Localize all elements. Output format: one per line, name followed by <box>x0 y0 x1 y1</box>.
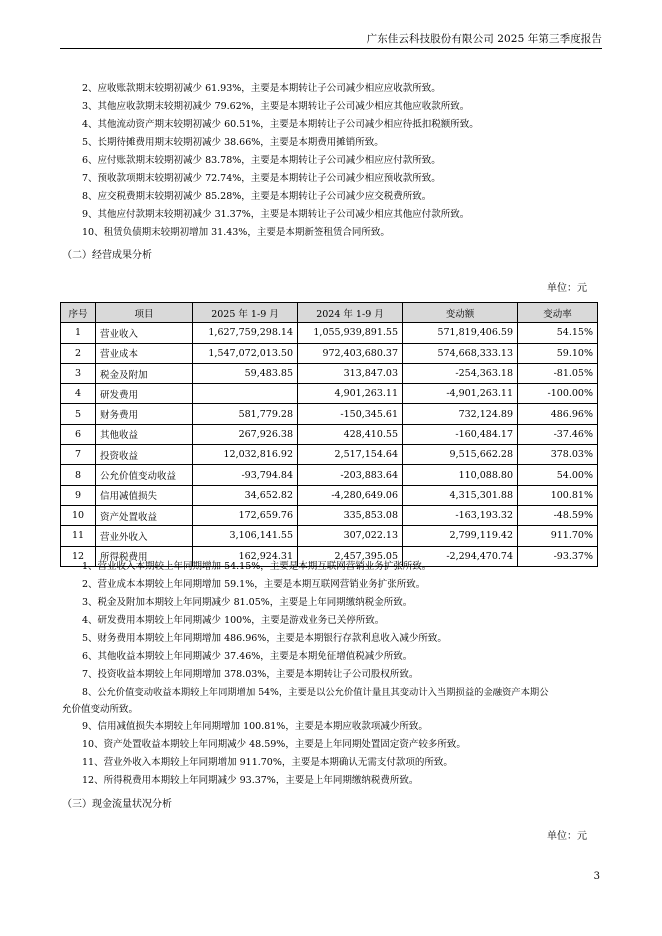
balance-note: 3、其他应收款期末较期初减少 79.62%，主要是本期转让子公司减少相应其他应收款所致。 <box>82 101 470 112</box>
page-header-title: 广东佳云科技股份有限公司 2025 年第三季度报告 <box>366 33 602 45</box>
operating-results-table <box>60 302 598 567</box>
cell-change-amount: 2,799,119.42 <box>403 526 518 546</box>
table-row <box>61 445 598 465</box>
result-note: 5、财务费用本期较上年同期增加 486.96%，主要是本期银行存款利息收入减少所致。 <box>82 633 447 644</box>
balance-note: 10、租赁负债期末较期初增加 31.43%，主要是本期新签租赁合同所致。 <box>82 227 390 238</box>
cell-index: 11 <box>61 526 96 546</box>
cell-change-rate: 100.81% <box>518 485 598 505</box>
cell-change-amount: 732,124.89 <box>403 404 518 424</box>
cell-change-rate: -93.37% <box>518 546 598 566</box>
table-row <box>61 384 598 404</box>
result-note: 7、投资收益本期较上年同期增加 378.03%，主要是本期转让子公司股权所致。 <box>82 669 419 680</box>
table-row <box>61 465 598 485</box>
column-header: 项目 <box>96 303 193 323</box>
cell-2024: -203,883.64 <box>298 465 403 485</box>
table-row <box>61 485 598 505</box>
cell-index: 10 <box>61 505 96 525</box>
table-row <box>61 343 598 363</box>
section-title-operating-results: （二）经营成果分析 <box>62 250 152 261</box>
cell-2024: 313,847.03 <box>298 363 403 383</box>
cell-2025: 581,779.28 <box>193 404 298 424</box>
cell-item: 营业外收入 <box>96 526 193 546</box>
result-note: 1、营业收入本期较上年同期增加 54.15%，主要是本期互联网营销业务扩张所致。 <box>82 561 432 572</box>
cell-index: 7 <box>61 445 96 465</box>
cell-2025: 172,659.76 <box>193 505 298 525</box>
cell-item: 财务费用 <box>96 404 193 424</box>
cell-change-amount: -4,901,263.11 <box>403 384 518 404</box>
table-row <box>61 363 598 383</box>
cell-2024: 4,901,263.11 <box>298 384 403 404</box>
result-note: 10、资产处置收益本期较上年同期减少 48.59%，主要是上年同期处置固定资产较多所致。 <box>82 739 466 750</box>
table-row <box>61 404 598 424</box>
cell-2024: 2,517,154.64 <box>298 445 403 465</box>
cell-item: 所得税费用 <box>96 546 193 566</box>
cell-item: 资产处置收益 <box>96 505 193 525</box>
table-header-row <box>61 303 598 323</box>
table-row <box>61 424 598 444</box>
cell-index: 4 <box>61 384 96 404</box>
cell-index: 9 <box>61 485 96 505</box>
result-note: 9、信用减值损失本期较上年同期增加 100.81%，主要是本期应收款项减少所致。 <box>82 721 428 732</box>
cell-2025: 267,926.38 <box>193 424 298 444</box>
cell-change-rate: 54.15% <box>518 323 598 343</box>
cell-index: 5 <box>61 404 96 424</box>
cell-item: 税金及附加 <box>96 363 193 383</box>
cell-2024: -150,345.61 <box>298 404 403 424</box>
column-header: 序号 <box>61 303 96 323</box>
cell-change-rate: -37.46% <box>518 424 598 444</box>
cell-change-amount: -163,193.32 <box>403 505 518 525</box>
cell-2024: 335,853.08 <box>298 505 403 525</box>
balance-note: 9、其他应付款期末较期初减少 31.37%，主要是本期转让子公司减少相应其他应付款所致。 <box>82 209 470 220</box>
cell-2024: 428,410.55 <box>298 424 403 444</box>
result-note: 4、研发费用本期较上年同期减少 100%，主要是游戏业务已关停所致。 <box>82 615 385 626</box>
cell-item: 营业成本 <box>96 343 193 363</box>
cell-2025: 59,483.85 <box>193 363 298 383</box>
unit-label: 单位：元 <box>547 831 587 842</box>
cell-change-rate: 911.70% <box>518 526 598 546</box>
column-header: 2024 年 1-9 月 <box>298 303 403 323</box>
cell-change-rate: 54.00% <box>518 465 598 485</box>
result-note-continuation: 允价值变动所致。 <box>62 704 139 715</box>
cell-2025: 34,652.82 <box>193 485 298 505</box>
result-note: 6、其他收益本期较上年同期减少 37.46%，主要是本期免征增值税减少所致。 <box>82 651 413 662</box>
cell-item: 其他收益 <box>96 424 193 444</box>
cell-2024: 1,055,939,891.55 <box>298 323 403 343</box>
result-note: 8、公允价值变动收益本期较上年同期增加 54%，主要是以公允价值计量且其变动计入当期损益的金融资产本期公 <box>82 687 549 698</box>
cell-change-amount: 9,515,662.28 <box>403 445 518 465</box>
table-row <box>61 505 598 525</box>
cell-change-rate: 59.10% <box>518 343 598 363</box>
cell-item: 信用减值损失 <box>96 485 193 505</box>
cell-item: 公允价值变动收益 <box>96 465 193 485</box>
column-header: 变动率 <box>518 303 598 323</box>
result-note: 11、营业外收入本期较上年同期增加 911.70%，主要是本期确认无需支付款项的所致。 <box>82 757 453 768</box>
result-note: 12、所得税费用本期较上年同期减少 93.37%，主要是上年同期缴纳税费所致。 <box>82 775 419 786</box>
cell-item: 营业收入 <box>96 323 193 343</box>
cell-index: 12 <box>61 546 96 566</box>
result-note: 3、税金及附加本期较上年同期减少 81.05%，主要是上年同期缴纳税金所致。 <box>82 597 413 608</box>
cell-index: 2 <box>61 343 96 363</box>
cell-change-amount: -160,484.17 <box>403 424 518 444</box>
cell-index: 1 <box>61 323 96 343</box>
cell-index: 3 <box>61 363 96 383</box>
balance-note: 7、预收款项期末较期初减少 72.74%，主要是本期转让子公司减少相应预收款所致。 <box>82 173 441 184</box>
cell-change-rate: -100.00% <box>518 384 598 404</box>
table-row <box>61 526 598 546</box>
table-row <box>61 323 598 343</box>
cell-2025: -93,794.84 <box>193 465 298 485</box>
cell-2024: 2,457,395.05 <box>298 546 403 566</box>
balance-note: 5、长期待摊费用期末较期初减少 38.66%，主要是本期费用摊销所致。 <box>82 137 384 148</box>
header-rule <box>60 48 602 49</box>
cell-item: 研发费用 <box>96 384 193 404</box>
page-number: 3 <box>593 871 600 882</box>
column-header: 变动额 <box>403 303 518 323</box>
cell-change-amount: 4,315,301.88 <box>403 485 518 505</box>
cell-2025: 1,547,072,013.50 <box>193 343 298 363</box>
section-title-cash-flow: （三）现金流量状况分析 <box>62 799 172 810</box>
cell-change-amount: -2,294,470.74 <box>403 546 518 566</box>
cell-2024: 972,403,680.37 <box>298 343 403 363</box>
cell-change-amount: 110,088.80 <box>403 465 518 485</box>
cell-index: 6 <box>61 424 96 444</box>
balance-note: 4、其他流动资产期末较期初减少 60.51%，主要是本期转让子公司减少相应待抵扣税额所致。 <box>82 119 479 130</box>
cell-2025: 12,032,816.92 <box>193 445 298 465</box>
cell-change-rate: 378.03% <box>518 445 598 465</box>
cell-2025: 3,106,141.55 <box>193 526 298 546</box>
balance-note: 6、应付账款期末较期初减少 83.78%，主要是本期转让子公司减少相应应付款所致。 <box>82 155 441 166</box>
cell-2025: 162,924.31 <box>193 546 298 566</box>
cell-change-rate: -81.05% <box>518 363 598 383</box>
result-note: 2、营业成本本期较上年同期增加 59.1%，主要是本期互联网营销业务扩张所致。 <box>82 579 426 590</box>
column-header: 2025 年 1-9 月 <box>193 303 298 323</box>
unit-label: 单位：元 <box>547 283 587 294</box>
cell-2024: 307,022.13 <box>298 526 403 546</box>
cell-change-rate: -48.59% <box>518 505 598 525</box>
cell-index: 8 <box>61 465 96 485</box>
cell-change-amount: 571,819,406.59 <box>403 323 518 343</box>
cell-item: 投资收益 <box>96 445 193 465</box>
balance-note: 2、应收账款期末较期初减少 61.93%，主要是本期转让子公司减少相应应收款所致。 <box>82 83 441 94</box>
cell-change-amount: 574,668,333.13 <box>403 343 518 363</box>
cell-2025 <box>193 384 298 404</box>
cell-change-amount: -254,363.18 <box>403 363 518 383</box>
cell-2024: -4,280,649.06 <box>298 485 403 505</box>
cell-2025: 1,627,759,298.14 <box>193 323 298 343</box>
balance-note: 8、应交税费期末较期初减少 85.28%，主要是本期转让子公司减少应交税费所致。 <box>82 191 432 202</box>
cell-change-rate: 486.96% <box>518 404 598 424</box>
